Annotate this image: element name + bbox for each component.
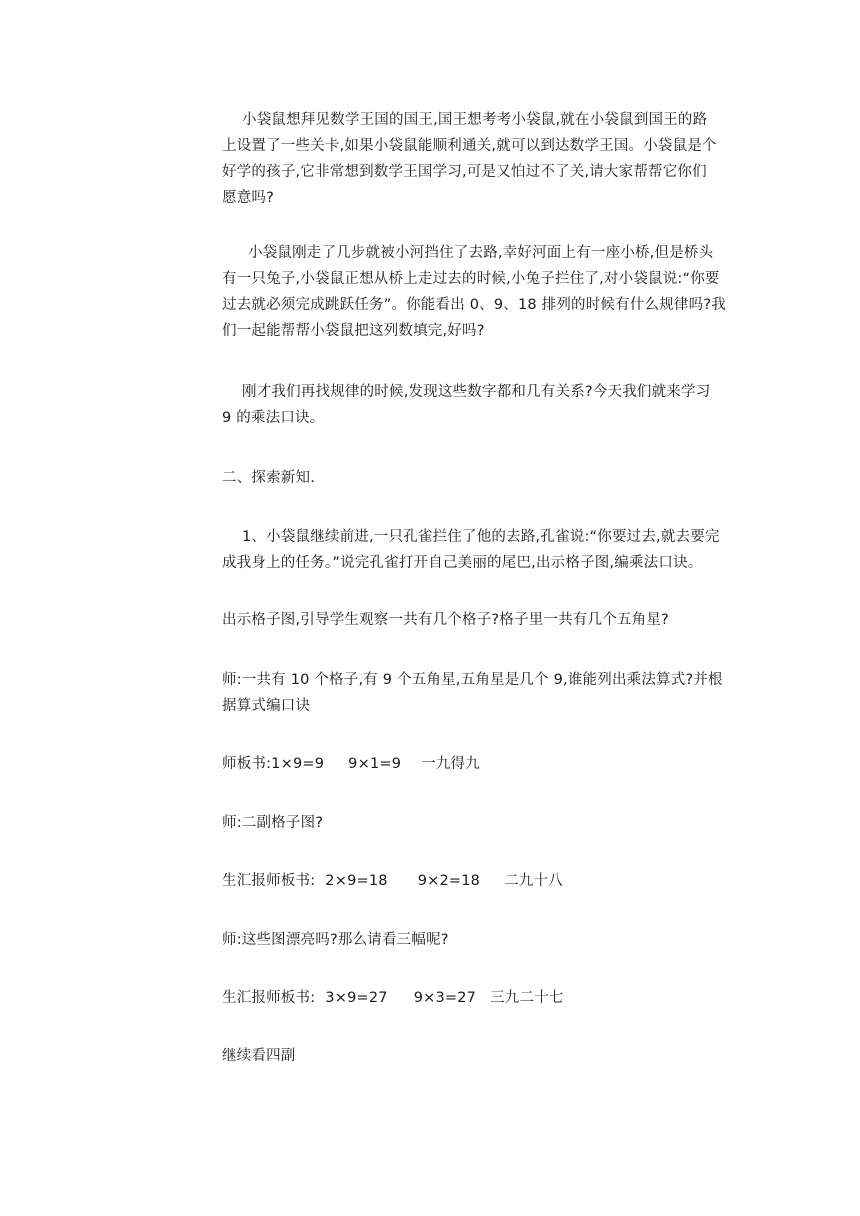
paragraph-teacher [222,667,742,719]
paragraph-pattern [222,379,742,431]
text-line [222,985,742,1011]
text-line [222,107,742,133]
text-span: 9×3=27 [413,990,477,1006]
text-line: 们一起能帮帮小袋鼠把这列数填完,好吗? [222,323,485,339]
text-span: 小袋鼠刚走了几步就被小河挡住了去路,幸好河面上有一座小桥,但是桥头 [248,245,714,261]
text-span: 一九得九 [421,756,480,772]
text-span: 小袋鼠想拜见数学王国的国王,国王想考考小袋鼠,就在小袋鼠到国王的路 [242,112,708,128]
text-line: 二、探索新知. [222,470,316,486]
paragraph-bridge [222,240,742,344]
text-line: 据算式编口诀 [222,698,311,714]
section-heading [222,465,742,491]
text-span: 1、小袋鼠继续前进,一只孔雀拦住了他的去路,孔雀说:“你要过去,就去要完 [242,529,720,545]
paragraph-peacock [222,524,742,576]
text-line: 师:一共有 10 个格子,有 9 个五角星,五角星是几个 9,谁能列出乘法算式?并根 [222,672,723,688]
text-line [222,868,742,894]
text-line: 成我身上的任务。”说完孔雀打开自己美丽的尾巴,出示格子图,编乘法口诀。 [222,555,703,571]
text-span: 生汇报师板书: [222,990,316,1006]
text-line: 有一只兔子,小袋鼠正想从桥上走过去的时候,小兔子拦住了,对小袋鼠说:“你要 [222,271,720,287]
text-span: 9×1=9 [348,756,402,772]
paragraph-grid [222,607,742,633]
paragraph-continue [222,1043,742,1069]
paragraph-board-1 [222,751,742,777]
paragraph-board-2 [222,868,742,894]
text-span: 刚才我们再找规律的时候,发现这些数字都和几有关系?今天我们就来学习 [242,384,711,400]
text-span: 三九二十七 [490,990,564,1006]
text-span: 师板书:1×9=9 [222,756,325,772]
text-span: 二九十八 [504,873,563,889]
text-line [222,379,742,405]
text-line [222,240,742,266]
text-span: 3×9=27 [325,990,388,1006]
text-line [222,524,742,550]
paragraph-teacher-2 [222,810,742,836]
text-line [222,751,742,777]
text-line: 9 的乘法口诀。 [222,410,325,426]
text-line: 师:二副格子图? [222,815,324,831]
paragraph-board-3 [222,985,742,1011]
text-span: 9×2=18 [417,873,481,889]
text-line: 愿意吗? [222,190,274,206]
paragraph-teacher-3 [222,927,742,953]
text-line: 过去就必须完成跳跃任务”。你能看出 0、9、18 排列的时候有什么规律吗?我 [222,297,726,313]
text-span: 2×9=18 [325,873,388,889]
paragraph-intro [222,107,742,211]
text-span: 生汇报师板书: [222,873,316,889]
text-line: 继续看四副 [222,1048,296,1064]
text-line: 上设置了一些关卡,如果小袋鼠能顺利通关,就可以到达数学王国。小袋鼠是个 [222,138,717,154]
text-line: 好学的孩子,它非常想到数学王国学习,可是又怕过不了关,请大家帮帮它你们 [222,164,707,180]
text-line: 出示格子图,引导学生观察一共有几个格子?格子里一共有几个五角星? [222,612,669,628]
text-line: 师:这些图漂亮吗?那么请看三幅呢? [222,932,449,948]
